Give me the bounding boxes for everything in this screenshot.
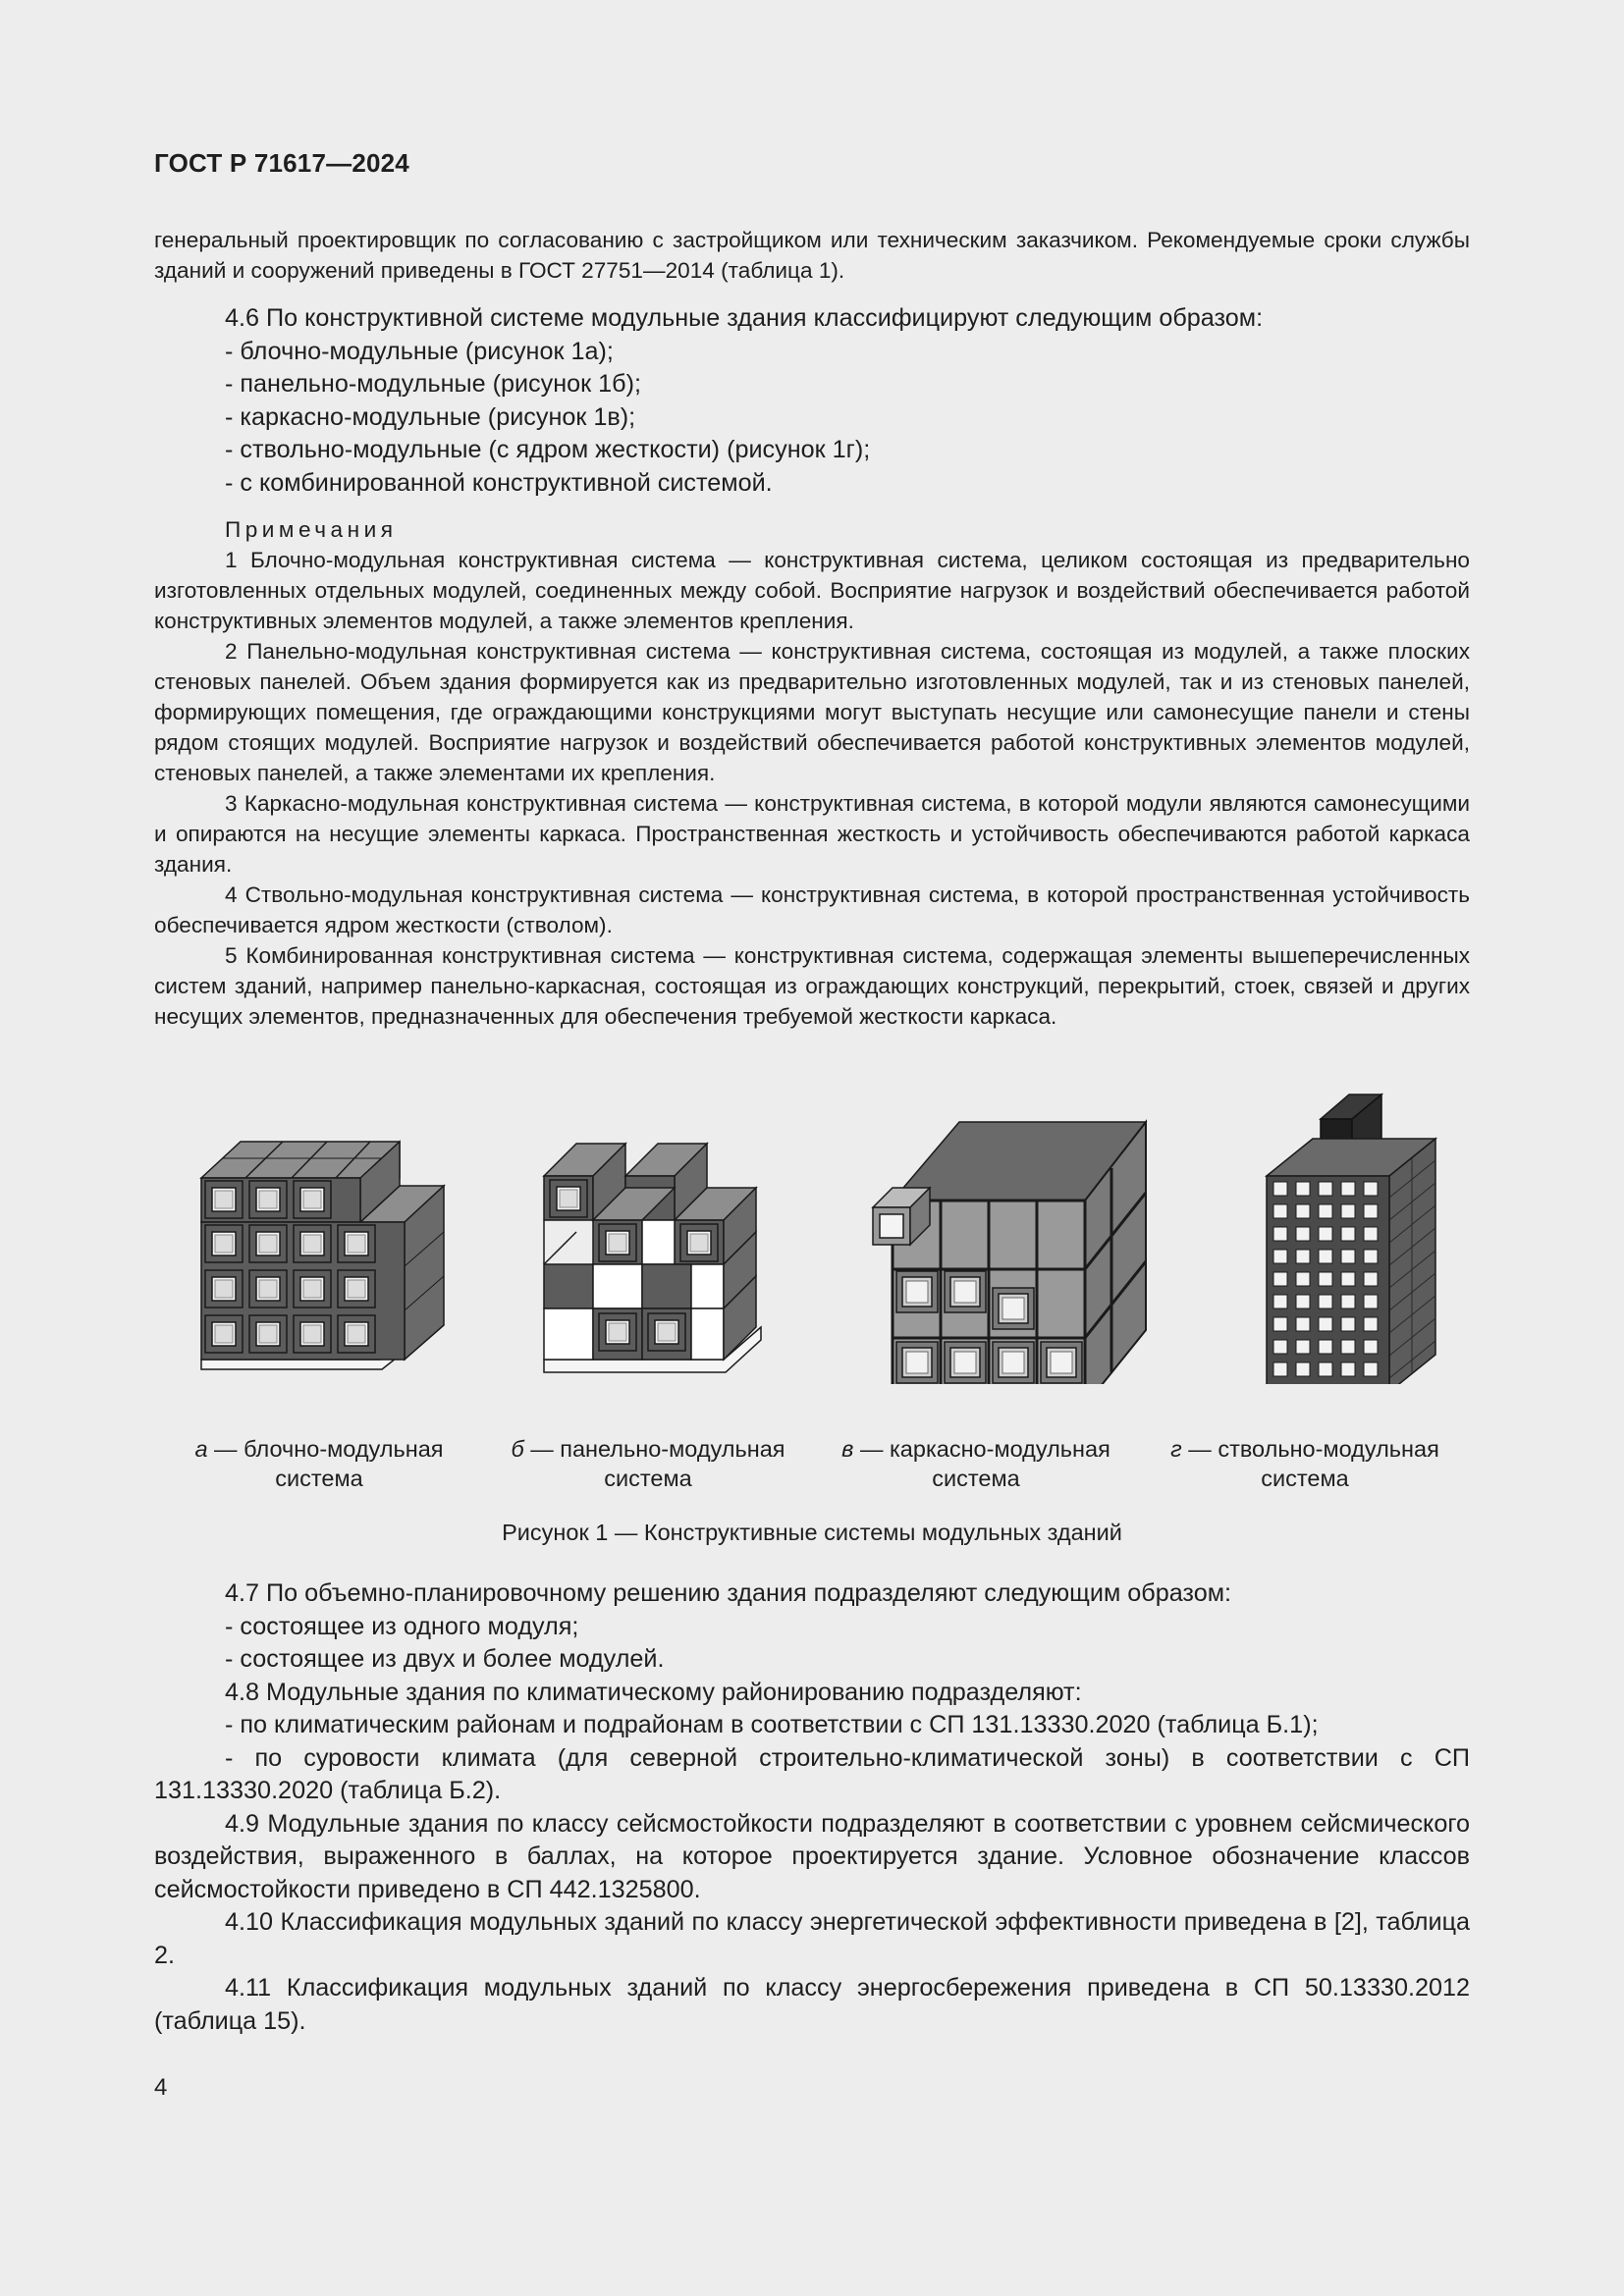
list-item: - по суровости климата (для северной строительно-климатической зоны) в соответствии с СП 131.13330.2020 (таблица Б.2). [154,1743,1470,1804]
note-item: 1 Блочно-модульная конструктивная система — конструктивная система, целиком состоящая из предварительно изготовленных отдельных модулей, соединенных между собой. Восприятие нагрузок и воздействий обеспечивается работой конструктивных элементов модулей, а также элементов крепления. [154,548,1470,633]
figure-g-core-modular-illustration [1267,1095,1435,1384]
page-number: 4 [154,2074,168,2101]
section-4-9: 4.9 Модульные здания по классу сейсмостойкости подразделяют в соответствии с уровнем сейсмического воздействия, выраженного в баллах, на которое проектируется здание. Условное обозначение классов сейсмостойкости приведено в СП 442.1325800. [154,1809,1470,1903]
section-4-7-heading: 4.7 По объемно-планировочному решению здания подразделяют следующим образом: [225,1579,1232,1607]
list-item: - по климатическим районам и подрайонам в соответствии с СП 131.13330.2020 (таблица Б.1); [225,1711,1319,1738]
document-header: ГОСТ Р 71617—2024 [154,148,409,178]
list-item: - блочно-модульные (рисунок 1а); [225,337,614,365]
section-4-6 [154,302,1470,500]
sections-4-7-to-4-11 [154,1577,1470,2038]
list-item: - панельно-модульные (рисунок 1б); [225,370,641,398]
note-item: 5 Комбинированная конструктивная система — конструктивная система, содержащая элементы вышеперечисленных систем зданий, например панельно-каркасная, состоящая из ограждающих конструкций, перекрытий, стоек, связей и других несущих элементов, предназначенных для обеспечения требуемой жесткости каркаса. [154,943,1470,1029]
figure-b-panel-modular-illustration [544,1144,761,1372]
figure-title: Рисунок 1 — Конструктивные системы модульных зданий [502,1520,1122,1545]
figure-caption-g: г — ствольно-модульная система [1170,1436,1439,1491]
section-4-10: 4.10 Классификация модульных зданий по классу энергетической эффективности приведена в [2], таблица 2. [154,1908,1470,1969]
figure-a-block-modular-illustration [200,1114,444,1369]
notes-block [154,514,1470,1032]
intro-paragraph: генеральный проектировщик по согласованию с застройщиком или техническим заказчиком. Рекомендуемые сроки службы зданий и сооружений приведены в ГОСТ 27751—2014 (таблица 1). [154,228,1470,283]
figure-illustrations [154,1060,1470,1384]
note-item: 3 Каркасно-модульная конструктивная система — конструктивная система, в которой модули являются самонесущими и опираются на несущие элементы каркаса. Пространственная жесткость и устойчивость обеспечиваются работой каркаса здания. [154,791,1470,877]
figure-caption-a: а — блочно-модульная система [194,1436,444,1491]
notes-label: Примечания [225,517,398,542]
list-item: - состоящее из одного модуля; [225,1612,579,1640]
list-item: - каркасно-модульные (рисунок 1в); [225,402,636,431]
list-item: - ствольно-модульные (с ядром жесткости) (рисунок 1г); [225,436,871,463]
list-item: - с комбинированной конструктивной системой. [225,468,773,497]
section-4-11: 4.11 Классификация модульных зданий по классу энергосбережения приведена в СП 50.13330.2012 (таблица 15). [154,1974,1470,2035]
figure-caption-b: б — панельно-модульная система [511,1436,785,1491]
figure-v-frame-modular-illustration [873,1122,1146,1384]
note-item: 4 Ствольно-модульная конструктивная система — конструктивная система, в которой пространственная устойчивость обеспечивается ядром жесткости (стволом). [154,882,1470,937]
note-item: 2 Панельно-модульная конструктивная система — конструктивная система, состоящая из модулей, а также плоских стеновых панелей. Объем здания формируется как из предварительно изготовленных модулей, так и из стеновых панелей, формирующих помещения, где ограждающими конструкциями могут выступать несущие или самонесущие панели и стены рядом стоящих модулей. Восприятие нагрузок и воздействий обеспечивается работой конструктивных элементов модулей, стеновых панелей, а также элементами их крепления. [154,639,1470,785]
section-4-8-heading: 4.8 Модульные здания по климатическому районированию подразделяют: [225,1678,1082,1706]
figure-caption-v: в — каркасно-модульная система [841,1436,1110,1491]
section-4-6-heading: 4.6 По конструктивной системе модульные здания классифицируют следующим образом: [225,304,1264,332]
list-item: - состоящее из двух и более модулей. [225,1645,665,1673]
